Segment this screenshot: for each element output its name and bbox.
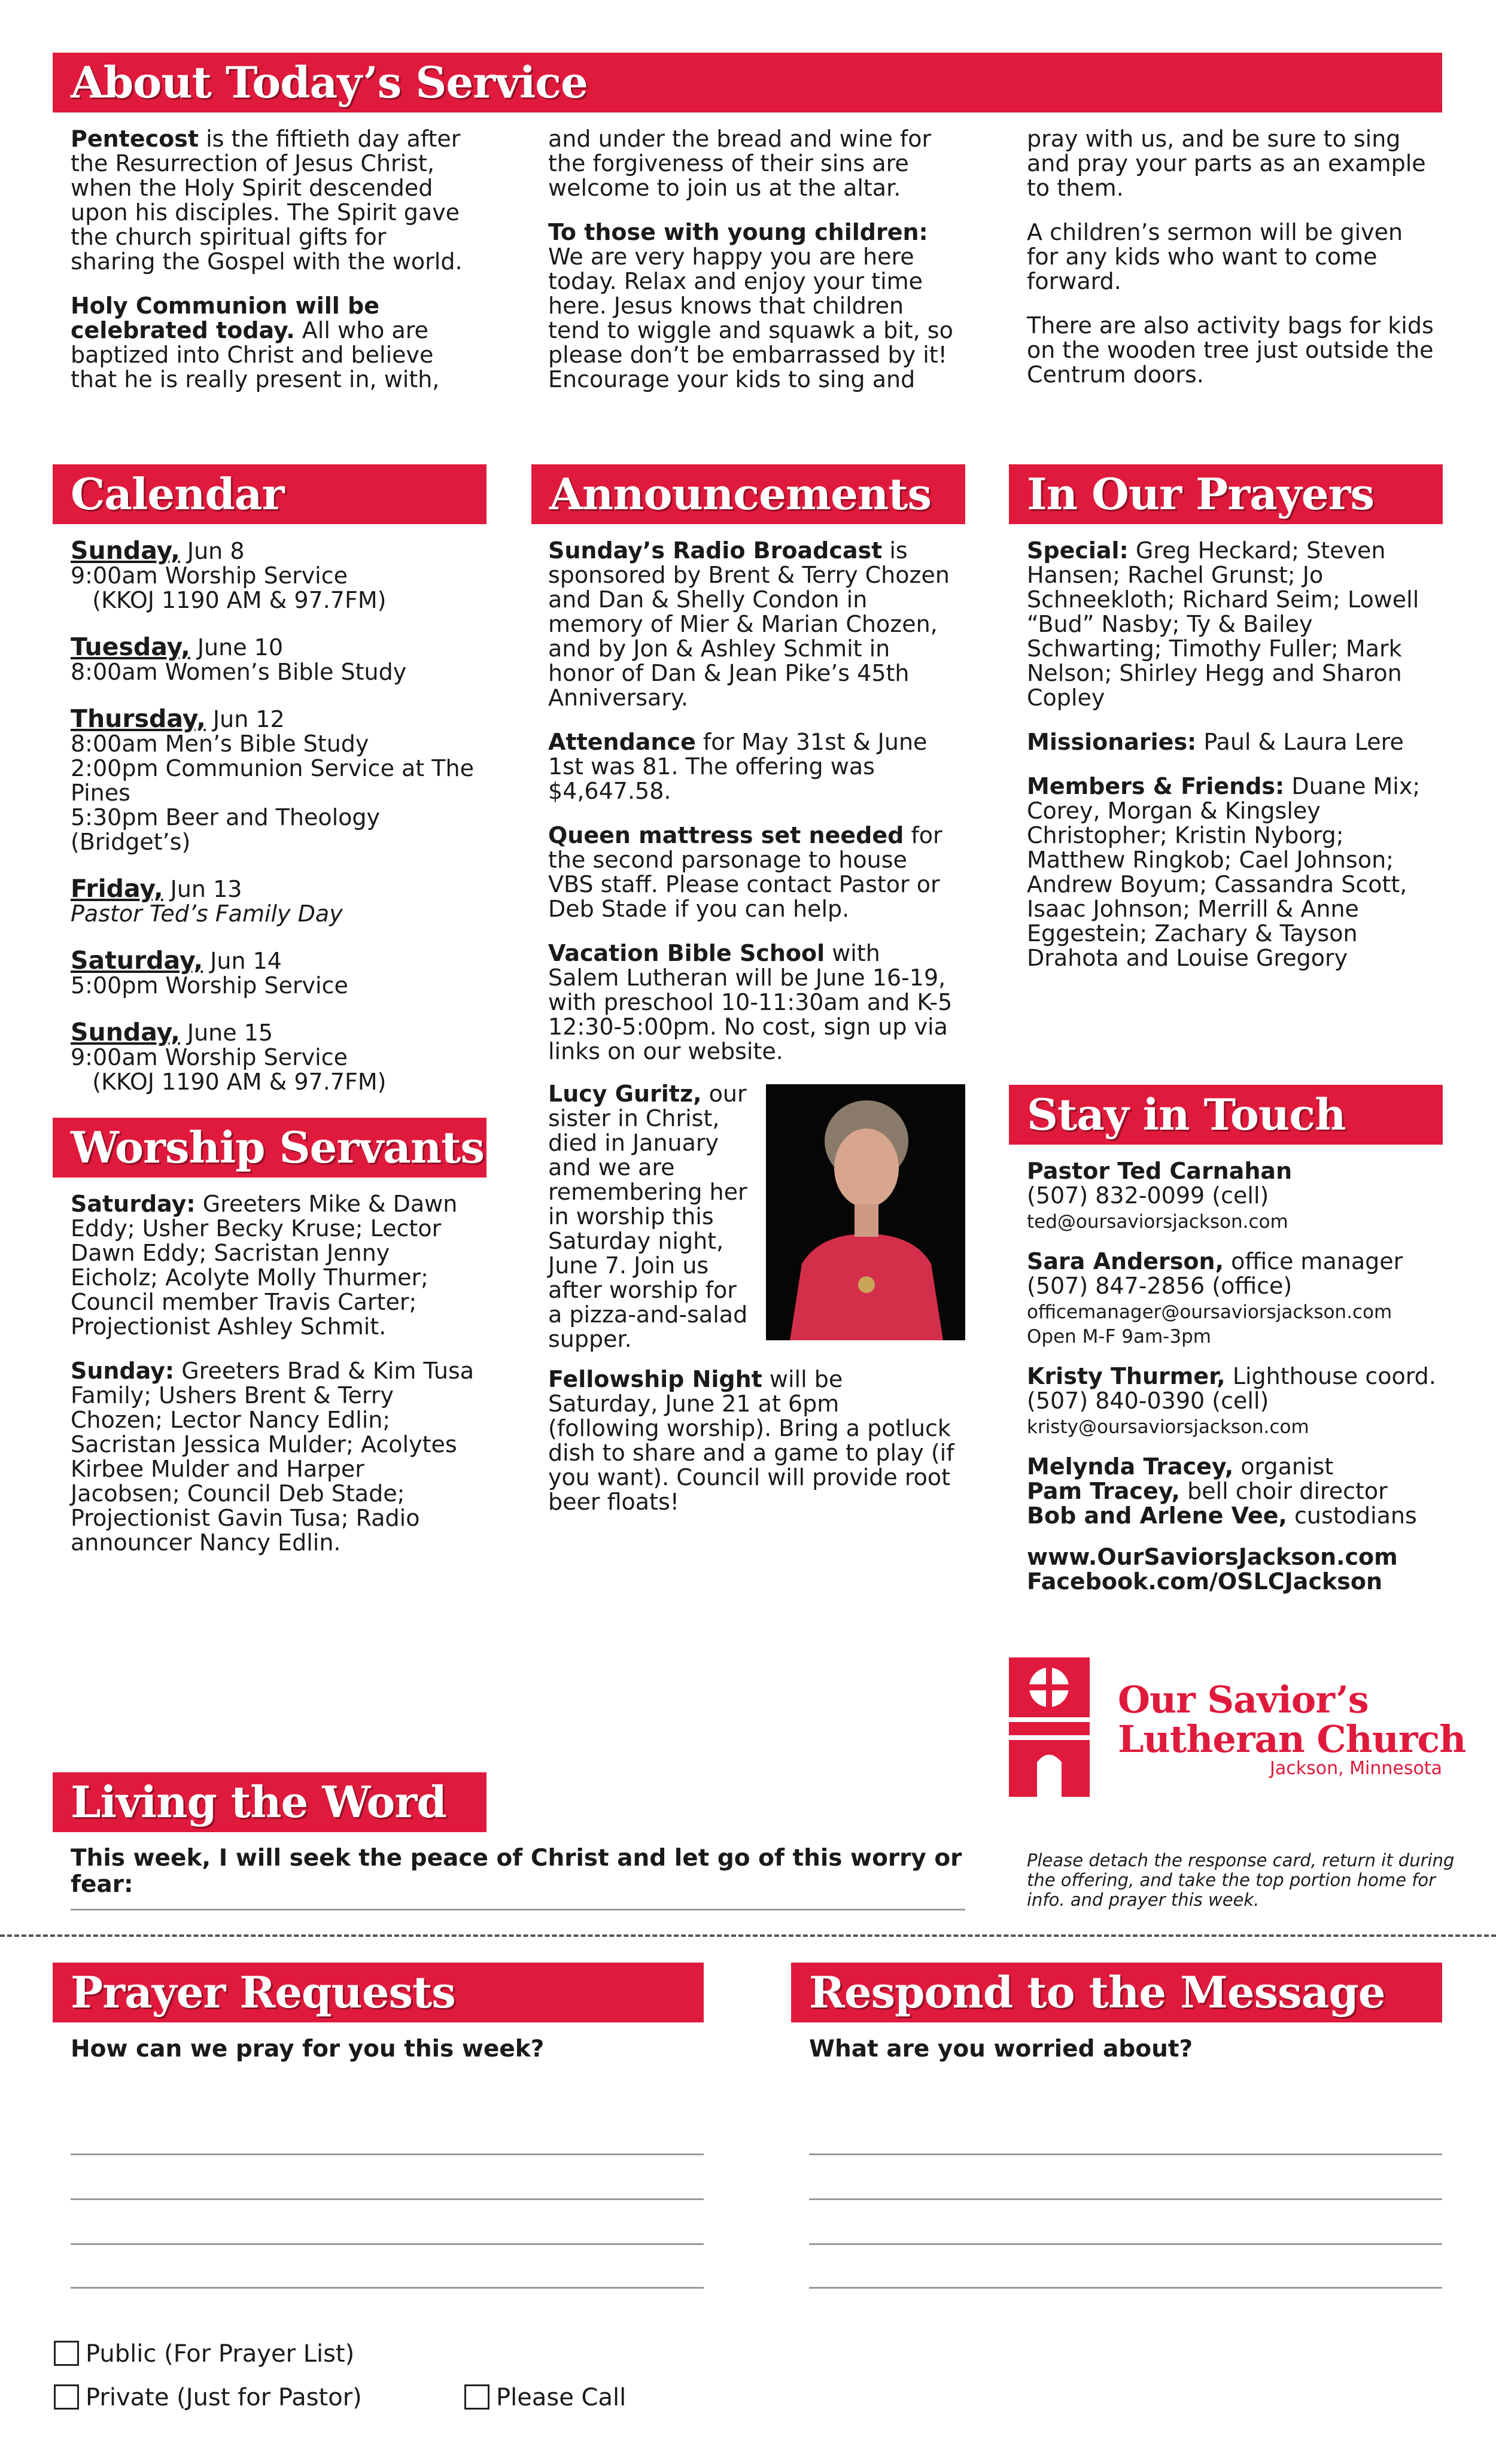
prayer-line[interactable]	[71, 2243, 704, 2245]
about-col-2	[548, 127, 955, 412]
church-name: Our Savior’s Lutheran Church	[1118, 1678, 1466, 1761]
calendar-day: Tuesday, June 10 8:00am Women’s Bible Study	[71, 632, 407, 685]
lucy-photo	[766, 1084, 965, 1340]
about-col-1	[71, 127, 478, 412]
announcements-heading-band	[531, 464, 965, 524]
prayer-line[interactable]	[71, 2198, 704, 2200]
detach-line	[0, 1934, 1496, 1937]
church-location: Jackson, Minnesota	[1269, 1758, 1442, 1779]
prayers-heading: In Our Prayers	[1027, 469, 1374, 519]
respond-heading-band	[791, 1963, 1442, 2022]
living-prompt: This week, I will seek the peace of Christ and let go of this worry or fear:	[71, 1845, 962, 1898]
prayer-requests-heading: Prayer Requests	[71, 1967, 455, 2018]
children-label: To those with young children:	[548, 219, 928, 245]
prayer-requests-heading-band	[53, 1963, 704, 2022]
prayer-requests-prompt: How can we pray for you this week?	[71, 2036, 545, 2063]
communion-text: All who are baptized into Christ and believe that he is really present in, with,	[71, 317, 440, 393]
calendar-day: Thursday, Jun 12 8:00am Men’s Bible Study 2:00pm Communion Service at The Pines 5:30pm Beer and Theology (Bridget’s)	[71, 704, 474, 855]
living-heading-band	[53, 1772, 486, 1832]
announcements-text: Sunday’s Radio Broadcast is sponsored by Brent & Terry Chozen and Dan & Shelly Condon in memory of Mier & Marian Chozen, and by Jon & Ashley Schmit in honor of Dan & Jean Pike’s 45th Anniversary. Attendance for May 31st & June 1st was 81. The offering was $4,647.58. Queen mattress set needed for the second parsonage to house VBS staff. Please contact Pastor or Deb Stade if you can help. Vacation Bible School with Salem Lutheran will be June 16-19, with preschool 10-11:30am and K-5 12:30-5:00pm. No cost, sign up via links on our website.	[548, 537, 953, 1064]
living-answer-line[interactable]	[71, 1909, 965, 1911]
public-label: Public (For Prayer List)	[86, 2340, 355, 2368]
respond-line[interactable]	[809, 2287, 1442, 2289]
prayer-line[interactable]	[71, 2287, 704, 2289]
contact-heading-band	[1009, 1085, 1443, 1145]
lucy-portrait-graphic	[766, 1084, 965, 1340]
calendar-heading: Calendar	[71, 469, 284, 519]
respond-line[interactable]	[809, 2198, 1442, 2200]
respond-line[interactable]	[809, 2243, 1442, 2245]
calendar-day: Saturday, Jun 14 5:00pm Worship Service	[71, 946, 348, 999]
respond-heading: Respond to the Message	[809, 1967, 1385, 2018]
pentecost-text: is the fiftieth day after the Resurrection of Jesus Christ, when the Holy Spirit descended upon his disciples. The Spirit gave the church spiritual gifts for sharing the Gospel with the world.	[71, 126, 463, 275]
about-heading-band	[53, 53, 1442, 112]
calendar-heading-band	[53, 464, 486, 524]
about-heading: About Today’s Service	[71, 57, 588, 108]
servants-heading-band	[53, 1118, 486, 1178]
facebook-link[interactable]: Facebook.com/OSLCJackson	[1027, 1568, 1383, 1595]
communion-text-cont: and under the bread and wine for the forgiveness of their sins are welcome to join us at the altar.	[548, 126, 932, 201]
public-checkbox[interactable]	[54, 2341, 79, 2366]
sermon-text: A children’s sermon will be given for any kids who want to come forward.	[1027, 219, 1403, 294]
respond-prompt: What are you worried about?	[809, 2036, 1193, 2063]
website-link[interactable]: www.OurSaviorsJackson.com	[1027, 1544, 1398, 1570]
prayers-heading-band	[1009, 464, 1443, 524]
living-heading: Living the Word	[71, 1776, 446, 1827]
please-call-checkbox[interactable]	[464, 2384, 489, 2410]
prayer-line[interactable]	[71, 2153, 704, 2155]
bags-text: There are also activity bags for kids on the wooden tree just outside the Centrum doors.	[1027, 312, 1434, 388]
prayers-text: Special: Greg Heckard; Steven Hansen; Rachel Grunst; Jo Schneekloth; Richard Seim; Lowell “Bud” Nasby; Ty & Bailey Schwarting; Timothy Fuller; Mark Nelson; Shirley Hegg and Sharon Copley Missionaries: Paul & Laura Lere Members & Friends: Duane Mix; Corey, Morgan & Kingsley Christopher; Kristin Nyborg; Matthew Ringkob; Cael Johnson; Andrew Boyum; Cassandra Scott, Isaac Johnson; Merrill & Anne Eggestein; Zachary & Tayson Drahota and Louise Gregory	[1027, 537, 1421, 971]
contact-text: Pastor Ted Carnahan (507) 832-0099 (cell) ted@oursaviorsjackson.com Sara Anderson, office manager (507) 847-2856 (office) officemanager@oursaviorsjackson.com Open M-F 9am-3pm Kristy Thurmer, Lighthouse coord. (507) 840-0390 (cell) kristy@oursaviorsjackson.com Melynda Tracey, organist Pam Tracey, bell choir director Bob and Arlene Vee, custodians www.OurSaviorsJackson.com Facebook.com/OSLCJackson	[1027, 1158, 1436, 1595]
calendar-list	[71, 536, 478, 1114]
private-checkbox[interactable]	[54, 2384, 79, 2410]
announcements-heading: Announcements	[549, 469, 932, 519]
servants-heading: Worship Servants	[71, 1122, 484, 1173]
children-text-cont: pray with us, and be sure to sing and pray your parts as an example to them.	[1027, 126, 1426, 201]
fellowship-text: Fellowship Night will be Saturday, June 21 at 6pm (following worship). Bring a potluck dish to share and a game to play (if you want). Council will provide root beer floats!	[548, 1366, 954, 1515]
about-col-3	[1027, 127, 1434, 407]
contact-heading: Stay in Touch	[1027, 1089, 1346, 1140]
church-logo-icon	[1009, 1657, 1090, 1797]
pentecost-label: Pentecost	[71, 126, 199, 152]
calendar-day: Friday, Jun 13 Pastor Ted’s Family Day	[71, 874, 343, 927]
respond-line[interactable]	[809, 2153, 1442, 2155]
lucy-text: Lucy Guritz, our sister in Christ, died in January and we are remembering her in worship this Saturday night, June 7. Join us after worship for a pizza-and-salad supper.	[548, 1081, 748, 1352]
detach-note: Please detach the response card, return it during the offering, and take the top portion home for info. and prayer this week.	[1027, 1850, 1455, 1910]
children-text: We are very happy you are here today. Relax and enjoy your time here. Jesus knows that children tend to wiggle and squawk a bit, so please don’t be embarrassed by it! Encourage your kids to sing and	[548, 244, 953, 393]
please-call-label: Please Call	[496, 2384, 627, 2411]
servants-text: Saturday: Greeters Mike & Dawn Eddy; Usher Becky Kruse; Lector Dawn Eddy; Sacristan Jenny Eicholz; Acolyte Molly Thurmer; Council member Travis Carter; Projectionist Ashley Schmit. Sunday: Greeters Brad & Kim Tusa Family; Ushers Brent & Terry Chozen; Lector Nancy Edlin; Sacristan Jessica Mulder; Acolytes Kirbee Mulder and Harper Jacobsen; Council Deb Stade; Projectionist Gavin Tusa; Radio announcer Nancy Edlin.	[71, 1191, 475, 1556]
private-label: Private (Just for Pastor)	[86, 2384, 362, 2411]
calendar-day: Sunday, June 15 9:00am Worship Service (KKOJ 1190 AM & 97.7FM)	[71, 1018, 387, 1095]
communion-label: Holy Communion will be celebrated today.	[71, 293, 380, 343]
calendar-day: Sunday, Jun 8 9:00am Worship Service (KKOJ 1190 AM & 97.7FM)	[71, 536, 387, 613]
